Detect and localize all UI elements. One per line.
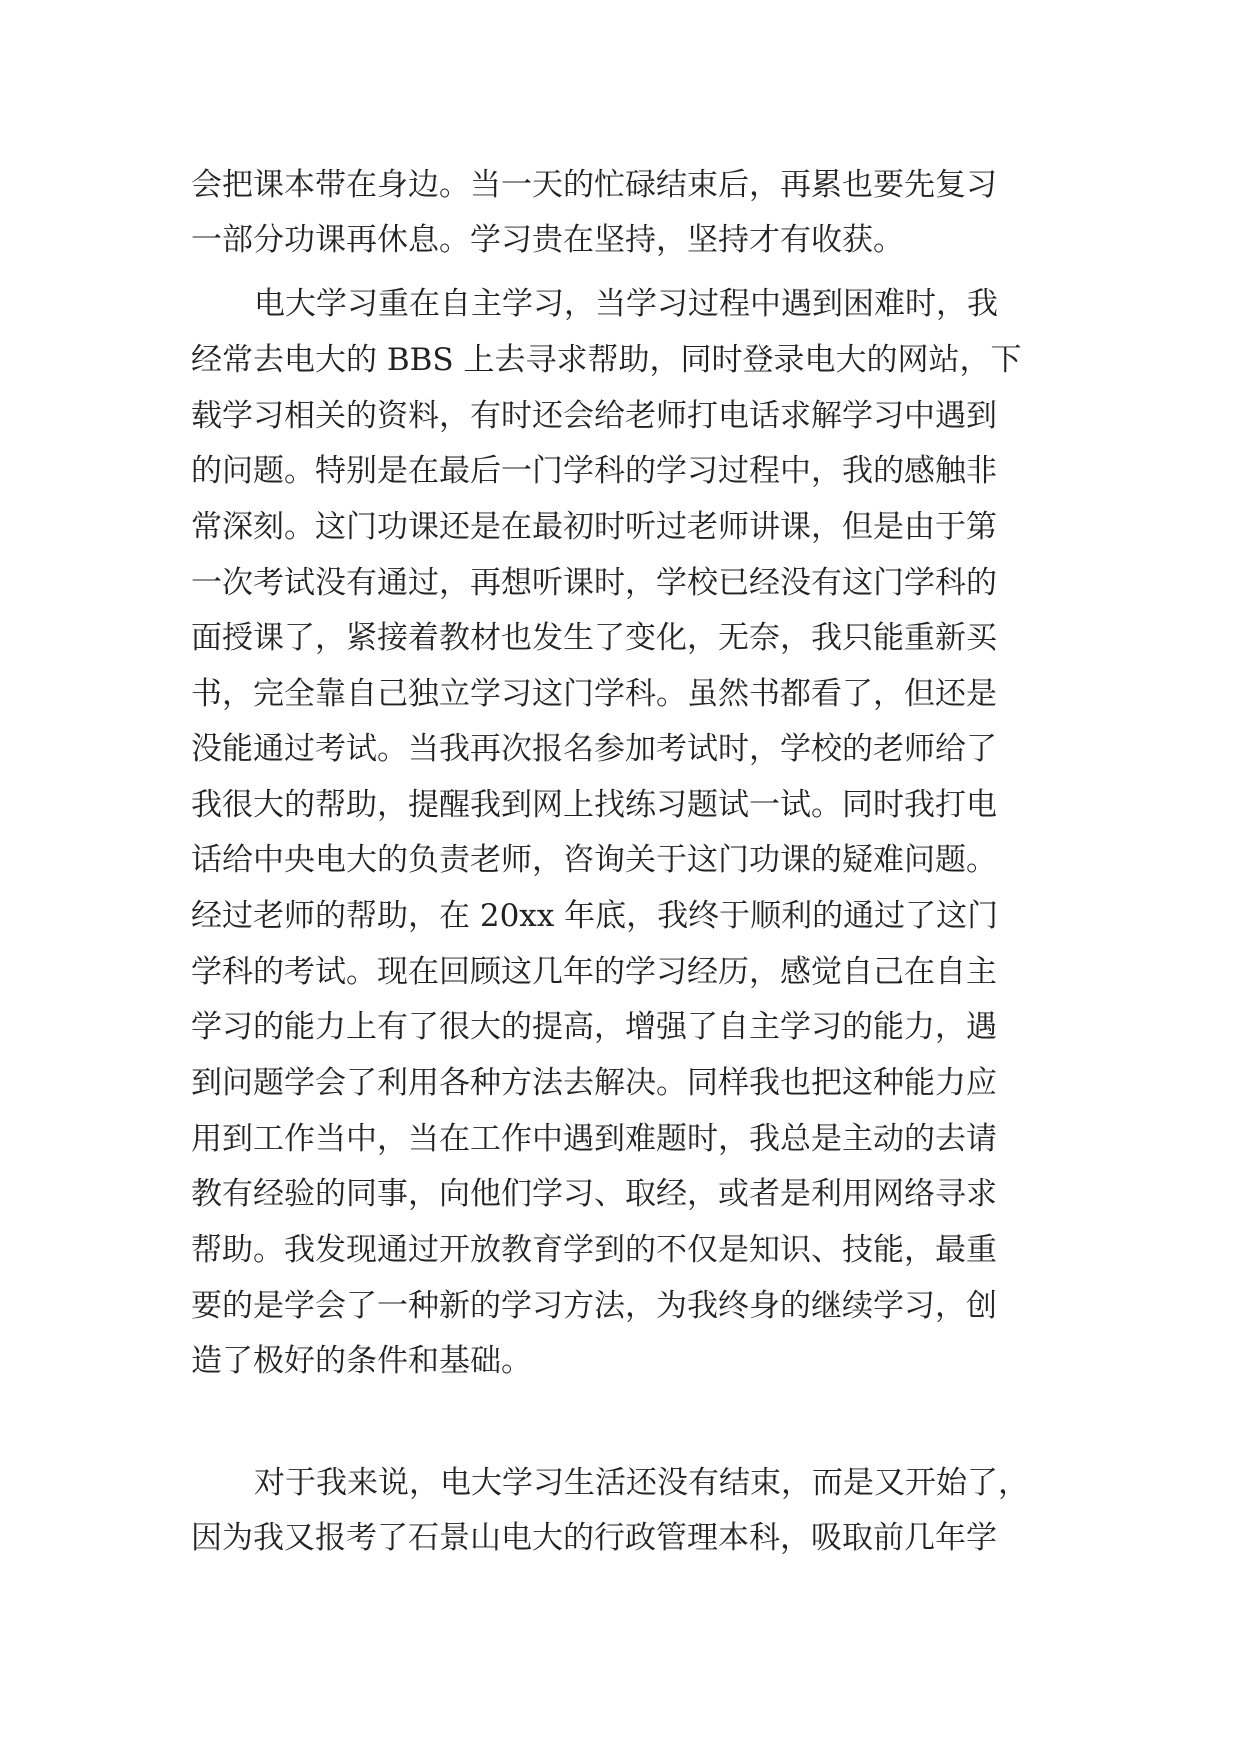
text-line: 帮助。我发现通过开放教育学到的不仅是知识、技能，最重	[191, 1232, 997, 1268]
text-line: 因为我又报考了石景山电大的行政管理本科，吸取前几年学	[191, 1520, 997, 1556]
text-line: 会把课本带在身边。当一天的忙碌结束后，再累也要先复习	[191, 167, 997, 203]
paragraph-first-line: 电大学习重在自主学习，当学习过程中遇到困难时，我	[254, 286, 998, 322]
text-line: 一次考试没有通过，再想听课时，学校已经没有这门学科的	[191, 565, 997, 601]
text-line: 常深刻。这门功课还是在最初时听过老师讲课，但是由于第	[191, 509, 997, 545]
text-line: 经常去电大的 BBS 上去寻求帮助，同时登录电大的网站，下	[191, 342, 1022, 378]
text-line: 造了极好的条件和基础。	[191, 1343, 532, 1379]
text-line: 经过老师的帮助，在 20xx 年底，我终于顺利的通过了这门	[191, 898, 999, 934]
text-line: 学科的考试。现在回顾这几年的学习经历，感觉自己在自主	[191, 954, 997, 990]
text-line: 书，完全靠自己独立学习这门学科。虽然书都看了，但还是	[191, 676, 997, 712]
text-line: 没能通过考试。当我再次报名参加考试时，学校的老师给了	[191, 731, 997, 767]
text-line: 用到工作当中，当在工作中遇到难题时，我总是主动的去请	[191, 1121, 997, 1157]
paragraph-first-line: 对于我来说，电大学习生活还没有结束，而是又开始了，	[254, 1465, 1029, 1501]
text-line: 面授课了，紧接着教材也发生了变化，无奈，我只能重新买	[191, 620, 997, 656]
text-line: 的问题。特别是在最后一门学科的学习过程中，我的感触非	[191, 453, 997, 489]
text-line: 学习的能力上有了很大的提高，增强了自主学习的能力，遇	[191, 1009, 997, 1045]
text-line: 到问题学会了利用各种方法去解决。同样我也把这种能力应	[191, 1065, 997, 1101]
text-line: 载学习相关的资料，有时还会给老师打电话求解学习中遇到	[191, 398, 997, 434]
text-line: 要的是学会了一种新的学习方法，为我终身的继续学习，创	[191, 1288, 997, 1324]
text-line: 一部分功课再休息。学习贵在坚持，坚持才有收获。	[191, 222, 904, 258]
text-line: 我很大的帮助，提醒我到网上找练习题试一试。同时我打电	[191, 787, 997, 823]
text-line: 话给中央电大的负责老师，咨询关于这门功课的疑难问题。	[191, 842, 997, 878]
text-line: 教有经验的同事，向他们学习、取经，或者是利用网络寻求	[191, 1176, 997, 1212]
